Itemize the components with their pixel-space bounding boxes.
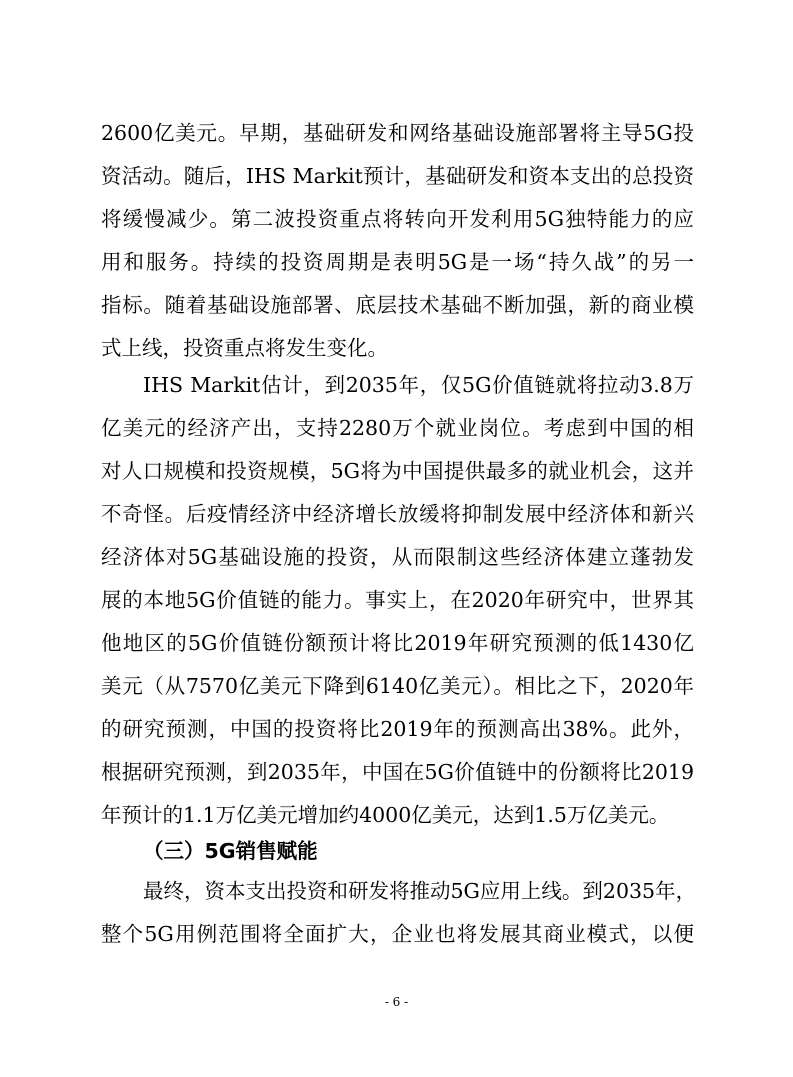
text-line: 亿美元的经济产出，支持2280万个就业岗位。考虑到中国的相: [101, 416, 694, 440]
text-line: 用和服务。持续的投资周期是表明5G是一场“持久战”的另一: [101, 250, 694, 274]
text-line: 展的本地5G价值链的能力。事实上，在2020年研究中，世界其: [101, 588, 694, 612]
text-line: 式上线，投资重点将发生变化。: [101, 336, 388, 360]
text-line: 美元（从7570亿美元下降到6140亿美元）。相比之下，2020年: [101, 674, 694, 698]
section-heading: （三）5G销售赋能: [143, 839, 318, 863]
text-line: IHS Markit估计，到2035年，仅5G价值链就将拉动3.8万: [143, 373, 694, 397]
text-line: 根据研究预测，到2035年，中国在5G价值链中的份额将比2019: [101, 760, 694, 784]
text-line: 年预计的1.1万亿美元增加约4000亿美元，达到1.5万亿美元。: [101, 803, 670, 827]
text-line: 最终，资本支出投资和研发将推动5G应用上线。到2035年，: [143, 879, 697, 903]
text-line: 2600亿美元。早期，基础研发和网络基础设施部署将主导5G投: [101, 121, 694, 145]
text-line: 他地区的5G价值链份额预计将比2019年研究预测的低1430亿: [101, 631, 694, 655]
page-number: - 6 -: [384, 995, 409, 1009]
text-line: 不奇怪。后疫情经济中经济增长放缓将抑制发展中经济体和新兴: [101, 502, 694, 526]
text-line: 指标。随着基础设施部署、底层技术基础不断加强，新的商业模: [101, 293, 694, 317]
text-line: 将缓慢减少。第二波投资重点将转向开发利用5G独特能力的应: [101, 207, 694, 231]
text-line: 整个5G用例范围将全面扩大，企业也将发展其商业模式，以便: [101, 922, 694, 946]
text-line: 资活动。随后，IHS Markit预计，基础研发和资本支出的总投资: [101, 164, 694, 188]
text-line: 对人口规模和投资规模，5G将为中国提供最多的就业机会，这并: [101, 459, 694, 483]
text-line: 经济体对5G基础设施的投资，从而限制这些经济体建立蓬勃发: [101, 545, 694, 569]
text-line: 的研究预测，中国的投资将比2019年的预测高出38%。此外，: [101, 717, 694, 741]
